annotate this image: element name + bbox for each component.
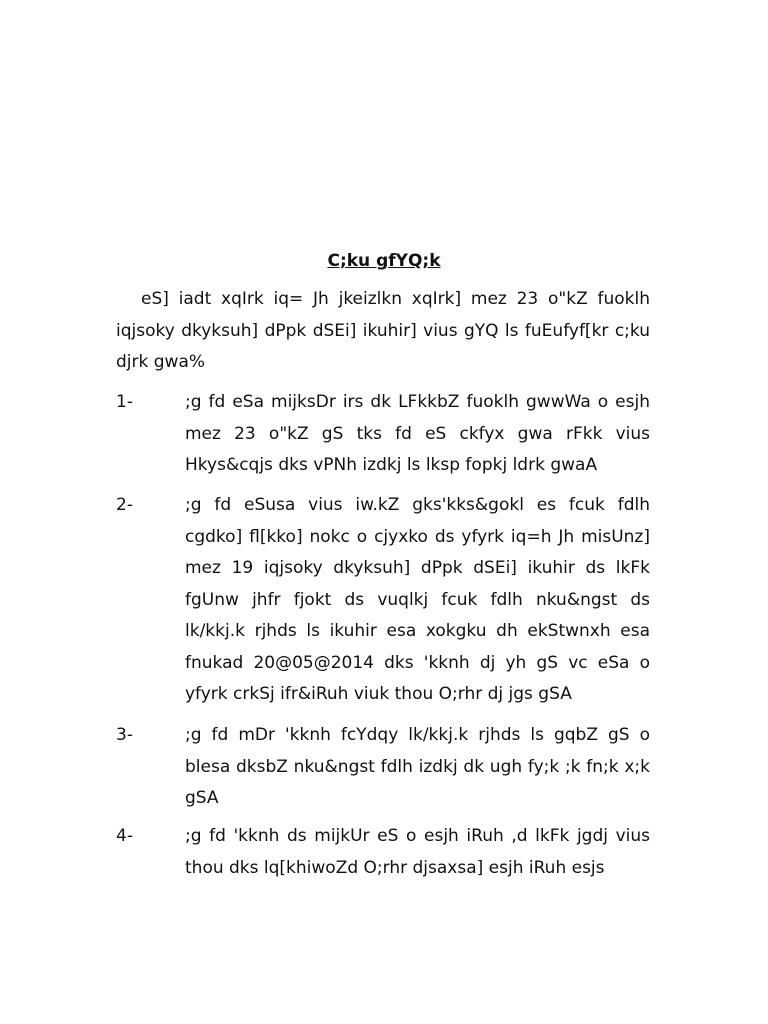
list-item [116,490,650,711]
list-item [116,720,650,815]
intro-paragraph: eS] iadt xqIrk iq= Jh jkeizlkn xqIrk] mez 23 o"kZ fuoklh iqjsoky dkyksuh] dPpk dSEi] ikuhir] vius gYQ ls fuEufyf[kr c;ku djrk gwa% [116,289,650,372]
item-text: ;g fd 'kknh ds mijkUr eS o esjh iRuh ,d lkFk jgdj vius thou dks lq[khiwoZd O;rhr djsaxsa] esjh iRuh esjs [185,826,650,878]
item-text: ;g fd eSusa vius iw.kZ gks'kks&gokl es fcuk fdlh cgdko] fl[kko] nokc o cjyxko ds yfyrk iq=h Jh misUnz] mez 19 iqjsoky dkyksuh] dPpk dSEi] ikuhir ds lkFk fgUnw jhfr fjokt ds vuqlkj fcuk fdlh nku&ngst ds lk/kkj.k rjhds ls ikuhir esa xokgku dh ekStwnxh esa fnukad 20@05@2014 dks 'kknh dj yh gS vc eSa o yfyrk crkSj ifr&iRuh viuk thou O;rhr dj jgs gSA [185,495,650,704]
item-number: 4- [116,826,133,846]
list-item [116,387,650,482]
item-number: 2- [116,495,133,515]
item-number: 1- [116,392,133,412]
item-number: 3- [116,725,133,745]
item-text: ;g fd eSa mijksDr irs dk LFkkbZ fuoklh gwwWa o esjh mez 23 o"kZ gS tks fd eS ckfyx gwa rFkk vius Hkys&cqjs dks vPNh izdkj ls lksp fopkj ldrk gwaA [185,392,650,475]
document-title: C;ku gfYQ;k [327,251,441,271]
item-text: ;g fd mDr 'kknh fcYdqy lk/kkj.k rjhds ls gqbZ gS o blesa dksbZ nku&ngst fdlh izdkj dk ugh fy;k ;k fn;k x;k gSA [185,725,650,808]
list-item [116,821,650,884]
